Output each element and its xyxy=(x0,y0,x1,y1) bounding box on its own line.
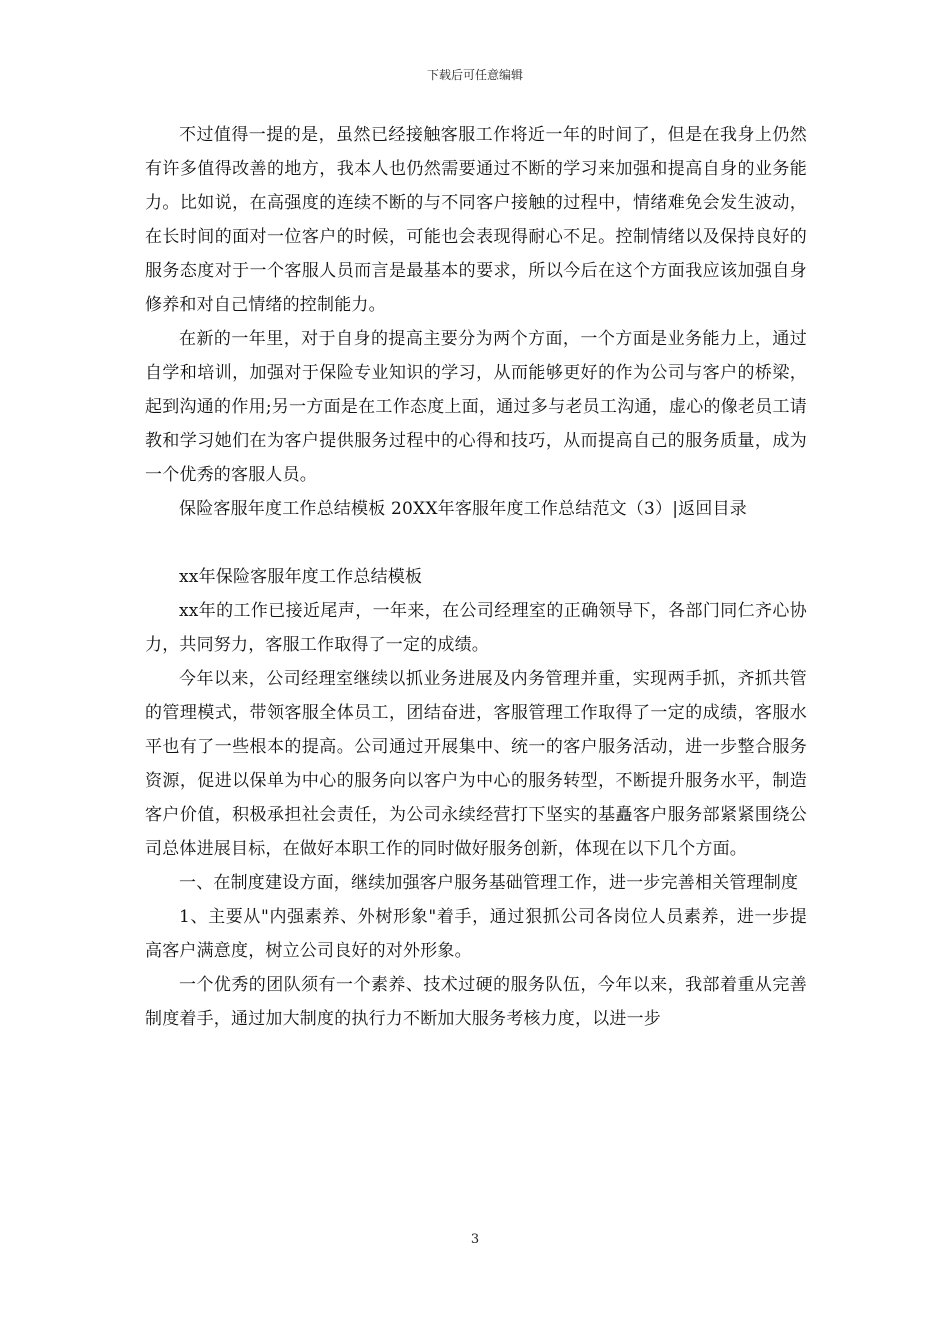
paragraph-1: 不过值得一提的是，虽然已经接触客服工作将近一年的时间了，但是在我身上仍然有许多值得改善的地方，我本人也仍然需要通过不断的学习来加强和提高自身的业务能力。比如说，在高强度的连续不断的与不同客户接触的过程中，情绪难免会发生波动，在长时间的面对一位客户的时候，可能也会表现得耐心不足。控制情绪以及保持良好的服务态度对于一个客服人员而言是最基本的要求，所以今后在这个方面我应该加强自身修养和对自己情绪的控制能力。 xyxy=(145,125,807,315)
paragraph-4: 今年以来，公司经理室继续以抓业务进展及内务管理并重，实现两手抓，齐抓共管的管理模式，带领客服全体员工，团结奋进，客服管理工作取得了一定的成绩，客服水平也有了一些根本的提高。公司通过开展集中、统一的客户服务活动，进一步整合服务资源，促进以保单为中心的服务向以客户为中心的服务转型，不断提升服务水平，制造客户价值，积极承担社会责任，为公司永续经营打下坚实的基矗客户服务部紧紧围绕公司总体进展目标，在做好本职工作的同时做好服务创新，体现在以下几个方面。 xyxy=(145,669,807,859)
paragraph-7: 一个优秀的团队须有一个素养、技术过硬的服务队伍，今年以来，我部着重从完善制度着手，通过加大制度的执行力不断加大服务考核力度，以进一步 xyxy=(145,975,807,1029)
document-body xyxy=(145,118,807,1036)
section-title-link[interactable]: 保险客服年度工作总结模板 20XX年客服年度工作总结范文（3）|返回目录 xyxy=(179,499,747,519)
section-heading: xx年保险客服年度工作总结模板 xyxy=(179,567,423,587)
paragraph-5: 一、在制度建设方面，继续加强客户服务基础管理工作，进一步完善相关管理制度 xyxy=(179,873,799,893)
paragraph-2: 在新的一年里，对于自身的提高主要分为两个方面，一个方面是业务能力上，通过自学和培训，加强对于保险专业知识的学习，从而能够更好的作为公司与客户的桥梁，起到沟通的作用;另一方面是在工作态度上面，通过多与老员工沟通，虚心的像老员工请教和学习她们在为客户提供服务过程中的心得和技巧，从而提高自己的服务质量，成为一个优秀的客服人员。 xyxy=(145,329,807,485)
page-header: 下载后可任意编辑 xyxy=(426,68,523,82)
page-number: 3 xyxy=(470,1232,480,1247)
paragraph-6: 1、主要从"内强素养、外树形象"着手，通过狠抓公司各岗位人员素养，进一步提高客户满意度，树立公司良好的对外形象。 xyxy=(145,907,807,961)
paragraph-3: xx年的工作已接近尾声，一年来，在公司经理室的正确领导下，各部门同仁齐心协力，共同努力，客服工作取得了一定的成绩。 xyxy=(145,601,807,655)
